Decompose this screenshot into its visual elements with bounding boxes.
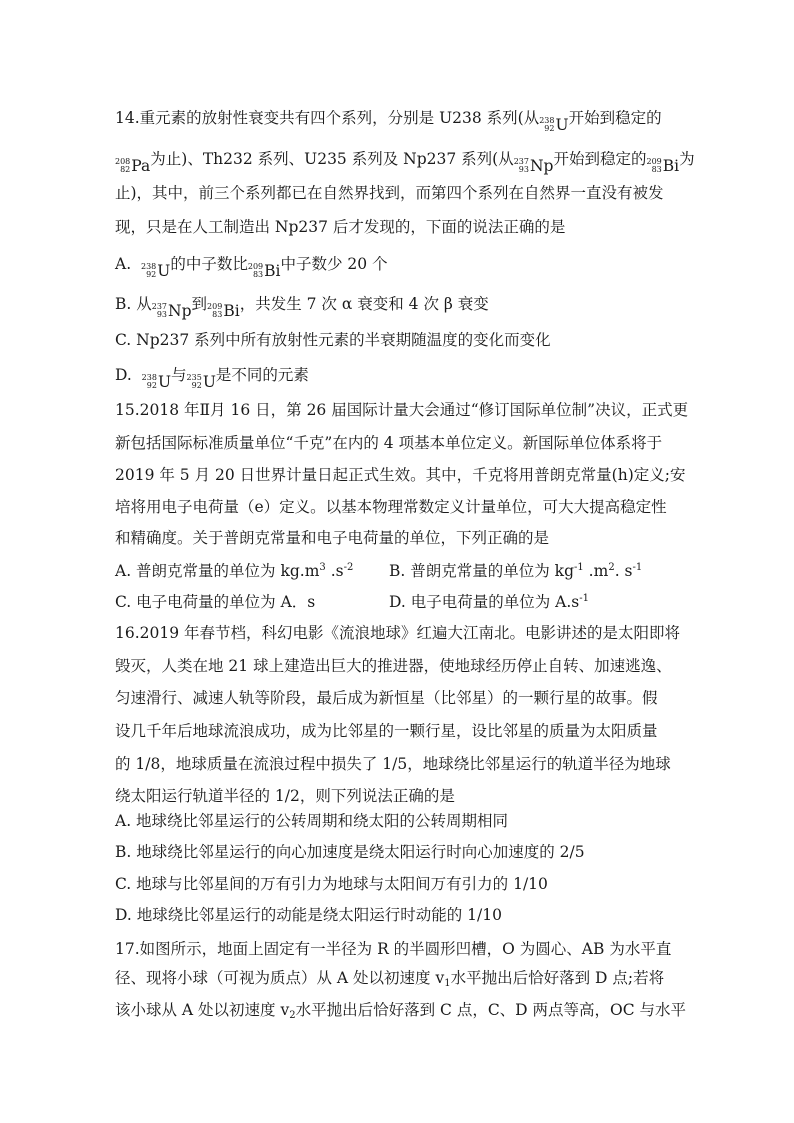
q14-option-a: A. 238 92 U 的中子数比 209 83 Bi 中子数少 20 个: [115, 255, 388, 280]
q15-option-b: B. 普朗克常量的单位为 $kg^{-1}$ $.m^2$. $s^{-1}$: [389, 562, 643, 580]
q16-option-a: A. 地球绕比邻星运行的公转周期和绕太阳的公转周期相同: [115, 812, 509, 830]
text: 开始到稳定的: [553, 150, 647, 168]
q17-line-1: 17.如图所示，地面上固定有一半径为 R 的半圆形凹槽，O 为圆心、AB 为水平直: [115, 940, 672, 958]
q15-line-2: 新包括国际标准质量单位“千克”在内的 4 项基本单位定义。新国际单位体系将于: [115, 434, 663, 452]
q14-line-1: [115, 108, 662, 135]
q14-option-c: C. Np237 系列中所有放射性元素的半衰期随温度的变化而变化: [115, 331, 551, 349]
q15-line-1: 15.2018 年Ⅱ月 16 日，第 26 届国际计量大会通过“修订国际单位制”决议，正式更: [115, 401, 689, 419]
q16-line-4: 设几千年后地球流浪成功，成为比邻星的一颗行星，设比邻星的质量为太阳质量: [115, 722, 658, 740]
nuclide-pa208: 208 82 Pa: [115, 157, 151, 175]
nuclide-np237: 237 93 Np: [513, 157, 554, 175]
q16-line-6: 绕太阳运行轨道半径的 1/2，则下列说法正确的是: [115, 787, 455, 805]
q16-line-1: 16.2019 年春节档，科幻电影《流浪地球》红遍大江南北。电影讲述的是太阳即将: [115, 624, 681, 642]
q15-line-3: 2019 年 5 月 20 日世界计量日起正式生效。其中，千克将用普朗克常量(h)定义;安: [115, 466, 686, 484]
q16-line-2: 毁灭，人类在地 21 球上建造出巨大的推进器，使地球经历停止自转、加速逃逸、: [115, 657, 672, 675]
q14-line-2: [115, 149, 695, 176]
q16-option-b: B. 地球绕比邻星运行的向心加速度是绕太阳运行时向心加速度的 2/5: [115, 843, 585, 861]
q14-option-b: B. 从 237 93 Np 到 209 83 Bi ，共发生 7 次 α 衰变和 4 次 β 衰变: [115, 295, 489, 320]
q16-line-5: 的 1/8，地球质量在流浪过程中损失了 1/5，地球绕比邻星运行的轨道半径为地球: [115, 755, 671, 773]
q15-option-d: D. 电子电荷量的单位为 $A.s^{-1}$: [389, 593, 589, 611]
q15-option-c: C. 电子电荷量的单位为 A．s: [115, 593, 316, 611]
nuclide-bi209: 209 83 Bi: [646, 157, 680, 175]
q17-line-3: 该小球从 A 处以初速度 $v_2$水平抛出后恰好落到 C 点，C、D 两点等高，OC 与水平: [115, 1001, 687, 1021]
text: 开始到稳定的: [568, 109, 662, 127]
q16-line-3: 匀速滑行、减速人轨等阶段，最后成为新恒星（比邻星）的一颗行星的故事。假: [115, 689, 658, 707]
q14-line-3: 止)，其中，前三个系列都已在自然界找到，而第四个系列在自然界一直没有被发: [115, 184, 664, 202]
q17-line-2: 径、现将小球（可视为质点）从 A 处以初速度 $v_1$水平抛出后恰好落到 D 点;若将: [115, 969, 665, 989]
q16-option-c: C. 地球与比邻星间的万有引力为地球与太阳间万有引力的 1/10: [115, 875, 548, 893]
nuclide-u238: 238 92 U: [539, 116, 569, 134]
q14-line-4: 现，只是在人工制造出 Np237 后才发现的，下面的说法正确的是: [115, 218, 566, 236]
q15-option-a: A. 普朗克常量的单位为 $kg.m^3$ $.s^{-2}$: [115, 562, 354, 580]
text: 为止)、Th232 系列、U235 系列及 Np237 系列(从: [150, 150, 514, 168]
text: 为: [679, 150, 695, 168]
q14-option-d: D. 238 92 U 与 235 92 U 是不同的元素: [115, 366, 309, 391]
q15-line-4: 培将用电子电荷量（e）定义。以基本物理常数定义计量单位，可大大提高稳定性: [115, 498, 667, 516]
text: 14.重元素的放射性衰变共有四个系列，分别是 U238 系列(从: [115, 109, 540, 127]
q16-option-d: D. 地球绕比邻星运行的动能是绕太阳运行时动能的 1/10: [115, 906, 502, 924]
q15-line-5: 和精确度。关于普朗克常量和电子电荷量的单位，下列正确的是: [115, 529, 550, 547]
